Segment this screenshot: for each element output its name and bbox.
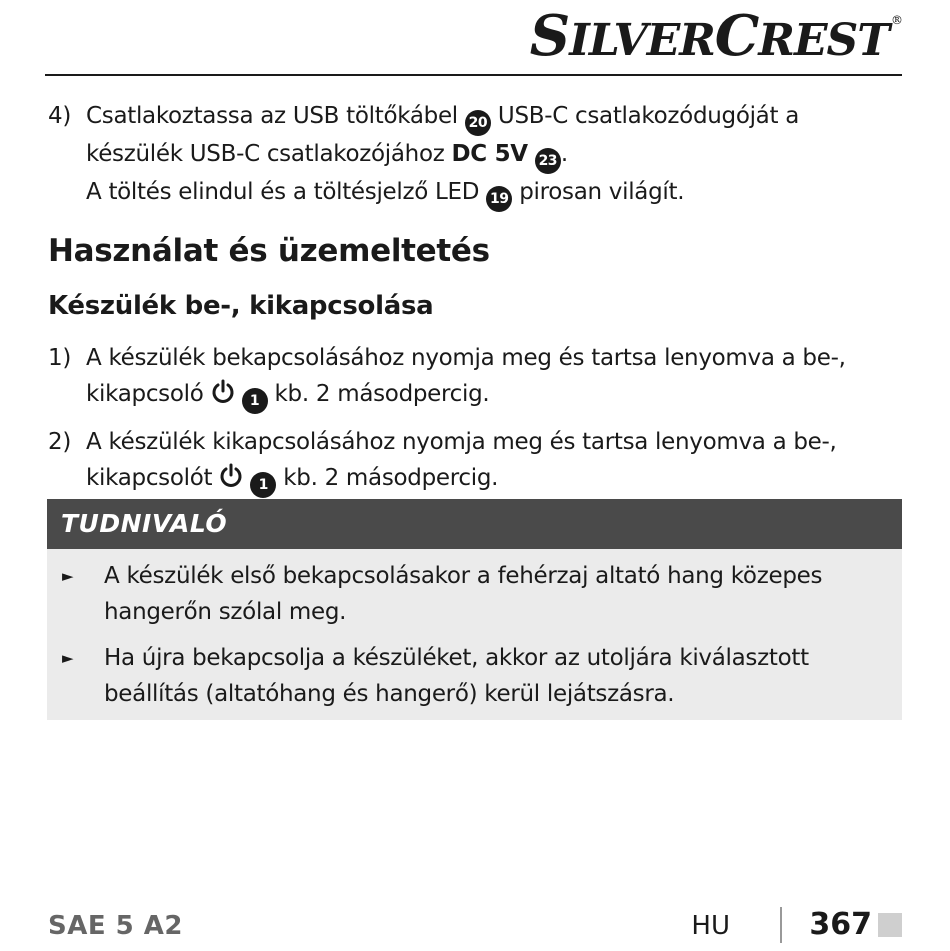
model-number: SAE 5 A2	[48, 911, 184, 941]
section-heading: Használat és üzemeltetés	[48, 233, 490, 269]
power-step-1: 1) A készülék bekapcsolásához nyomja meg és tartsa lenyomva a be-, kikapcsoló 1 kb. 2 másodpercig.	[48, 340, 902, 414]
ref-1-badge: 1	[242, 388, 268, 414]
ref-1-badge: 1	[250, 472, 276, 498]
subsection-heading: Készülék be-, kikapcsolása	[48, 291, 434, 321]
bullet-icon: ►	[62, 567, 74, 585]
note-item: ► Ha újra bekapcsolja a készüléket, akkor az utoljára kiválasztott beállítás (altatóhang és hangerő) kerül lejátszásra.	[62, 640, 902, 712]
silvercrest-logo: SILVERCREST ®	[529, 3, 902, 69]
power-icon	[219, 463, 243, 489]
power-step-2: 2) A készülék kikapcsolásához nyomja meg és tartsa lenyomva a be-, kikapcsolót 1 kb. 2 másodpercig.	[48, 424, 902, 498]
ref-19-badge: 19	[486, 186, 512, 212]
note-title: TUDNIVALÓ	[47, 499, 902, 549]
footer-separator	[780, 907, 782, 943]
header-rule	[45, 74, 902, 76]
page-marker	[878, 913, 902, 937]
note-item: ► A készülék első bekapcsolásakor a fehérzaj altató hang közepes hangerőn szólal meg.	[62, 558, 902, 630]
step-4: 4) Csatlakoztassa az USB töltőkábel 20 USB-C csatlakozódugóját a készülék USB-C csatlakozójához DC 5V 23 . A töltés elindul és a töltésjelző LED 19 pirosan világít.	[48, 98, 902, 212]
ref-20-badge: 20	[465, 110, 491, 136]
note-box	[47, 499, 902, 720]
language-code: HU	[691, 911, 730, 941]
bullet-icon: ►	[62, 649, 74, 667]
page-number: 367	[809, 907, 872, 942]
ref-23-badge: 23	[535, 148, 561, 174]
power-icon	[211, 379, 235, 405]
page-footer	[48, 903, 902, 947]
